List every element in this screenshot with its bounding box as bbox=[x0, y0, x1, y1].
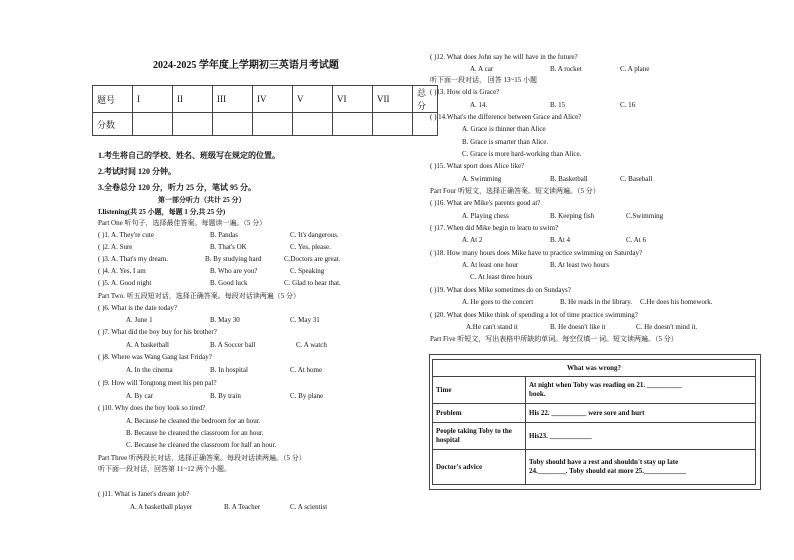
score-cell[interactable] bbox=[173, 113, 213, 136]
score-header-cell: 总分 bbox=[413, 86, 438, 113]
score-header-cell: V bbox=[293, 86, 333, 113]
question-9: ( )9. How will Tongtong meet his pen pal? bbox=[98, 379, 217, 387]
option: B. In hospital bbox=[210, 366, 248, 374]
option: A. He goes to the concert bbox=[462, 298, 534, 306]
option: C.Swimming bbox=[626, 212, 664, 220]
row-content bbox=[526, 377, 756, 404]
question-5: ( )5. A. Good night bbox=[98, 279, 152, 287]
option: C. A watch bbox=[296, 341, 327, 349]
option: C. Grace is more hard-working than Alice. bbox=[462, 150, 582, 158]
option: A. A basketball player bbox=[130, 503, 193, 511]
row-label: Problem bbox=[433, 404, 526, 423]
option: B. By studying hard bbox=[205, 255, 262, 263]
option: C. Speaking bbox=[290, 267, 325, 275]
question-1: ( )1. A. They're cute bbox=[98, 231, 154, 239]
row-label: Doctor's advice bbox=[433, 450, 526, 485]
row-line: book. bbox=[529, 390, 546, 398]
note-3: 3.全卷总分 120 分，听力 25 分，笔试 95 分。 bbox=[98, 183, 256, 192]
score-table-row bbox=[93, 113, 438, 136]
option: C. Yes, please. bbox=[290, 243, 331, 251]
question-10: ( )10. Why does the boy look so tired? bbox=[98, 404, 206, 412]
row-content bbox=[526, 450, 756, 485]
note-2: 2.考试时间 120 分钟。 bbox=[98, 167, 176, 176]
option: C. It's dangerous. bbox=[290, 231, 339, 239]
table-row bbox=[433, 450, 756, 485]
option: B. Who are you? bbox=[210, 267, 258, 275]
score-cell[interactable] bbox=[293, 113, 333, 136]
score-header-cell: I bbox=[133, 86, 173, 113]
option: A. Swimming bbox=[462, 175, 502, 183]
row-label: People taking Toby to the hospital bbox=[433, 423, 526, 450]
score-header-cell: II bbox=[173, 86, 213, 113]
option: C. Because he cleaned the classroom for half an hour. bbox=[126, 441, 277, 449]
option: B. A rocket bbox=[550, 65, 582, 73]
score-table-header bbox=[93, 86, 438, 113]
option: A.He can't stand it bbox=[466, 323, 518, 331]
fill-table bbox=[432, 359, 756, 485]
row-line: Toby should have a rest and shouldn't stay up late bbox=[529, 458, 679, 466]
row-line: At night when Toby was reading on 21. __________ bbox=[529, 381, 682, 389]
option: B. By train bbox=[210, 392, 241, 400]
score-cell[interactable] bbox=[133, 113, 173, 136]
question-16: ( )16. What are Mike's parents good at? bbox=[430, 199, 541, 207]
option: B. Pandas bbox=[210, 231, 238, 239]
part-three-heading: Part Three 听两段长对话，选择正确答案。每段对话读两遍。（5 分） bbox=[98, 454, 306, 462]
question-12: ( )12. What does John say he will have in the future? bbox=[430, 53, 578, 61]
option: C. May 31 bbox=[290, 316, 320, 324]
option: A. 14. bbox=[470, 101, 488, 109]
option: B. He doesn't like it bbox=[550, 323, 606, 331]
option: B. Because he cleaned the classroom for an hour. bbox=[126, 429, 264, 437]
row-content: His 22. __________ were sore and hurt bbox=[526, 404, 756, 423]
option: A. Grace is thinner than Alice bbox=[462, 125, 546, 133]
option: C. A plane bbox=[620, 65, 650, 73]
section-title: 第一部分听力（共计 25 分） bbox=[158, 196, 246, 204]
question-18: ( )18. How many hours does Mike have to practice swimming on Saturday? bbox=[430, 249, 643, 257]
fill-table-title-row bbox=[433, 360, 756, 377]
option: B. A Teacher bbox=[224, 503, 261, 511]
table-row bbox=[433, 423, 756, 450]
score-header-cell: III bbox=[213, 86, 253, 113]
note-1: 1.考生将自己的学校、姓名、班级写在规定的位置。 bbox=[98, 151, 280, 160]
question-14: ( ) 14.What's the difference between Grace and Alice? bbox=[430, 113, 582, 121]
q13-intro: 听下面一段对话， 回答 13~15 小题 bbox=[430, 76, 538, 84]
score-cell[interactable] bbox=[333, 113, 373, 136]
part-two-heading: Part Two. 听五段短对话，选择正确答案。每段对话读两遍（5 分） bbox=[98, 292, 300, 300]
option: C. At least three hours bbox=[470, 273, 533, 281]
score-row-label: 分数 bbox=[93, 113, 133, 136]
page-title: 2024-2025 学年度上学期初三英语月考试题 bbox=[153, 60, 339, 71]
question-7: ( )7. What did the boy buy for his brother? bbox=[98, 328, 217, 336]
row-line: 24.________. Toby should eat more 25.____________ bbox=[529, 467, 686, 475]
row-label: Time bbox=[433, 377, 526, 404]
question-6: ( )6. What is the date today? bbox=[98, 304, 177, 312]
option: A. June 1 bbox=[126, 316, 153, 324]
row-content: His23. ____________ bbox=[526, 423, 756, 450]
option: C. At home bbox=[290, 366, 323, 374]
option: A. At least one hour bbox=[462, 261, 519, 269]
option: A. By car bbox=[126, 392, 154, 400]
option: B. At least two hours bbox=[550, 261, 609, 269]
question-17: ( )17. When did Mike begin to learn to swim? bbox=[430, 224, 559, 232]
option: B. He reads in the library. bbox=[560, 298, 633, 306]
option: B. Basketball bbox=[550, 175, 588, 183]
part-one-heading: Part One 听句子，选择最佳答案。每题读一遍。（5 分） bbox=[98, 219, 267, 227]
option: B. May 30 bbox=[210, 316, 240, 324]
score-header-cell: 题号 bbox=[93, 86, 133, 113]
score-cell[interactable] bbox=[253, 113, 293, 136]
option: B. Keeping fish bbox=[550, 212, 595, 220]
option: B. 15 bbox=[550, 101, 566, 109]
option: A. A car bbox=[470, 65, 494, 73]
option: C. At 6 bbox=[626, 236, 647, 244]
option: A. In the cinema bbox=[126, 366, 173, 374]
part-four-heading: Part Four 听短文，选择正确答案。短文读两遍。（5 分） bbox=[430, 187, 600, 195]
score-table bbox=[92, 85, 438, 136]
table-row bbox=[433, 377, 756, 404]
score-header-cell: VI bbox=[333, 86, 373, 113]
question-8: ( )8. Where was Wang Gang last Friday? bbox=[98, 353, 212, 361]
question-3: ( )3. A. That's my dream. bbox=[98, 255, 168, 263]
option: C.He does his homework. bbox=[640, 298, 713, 306]
score-cell[interactable] bbox=[213, 113, 253, 136]
question-2: ( )2. A. Sure bbox=[98, 243, 133, 251]
score-header-cell: IV bbox=[253, 86, 293, 113]
option: B. At 4 bbox=[550, 236, 571, 244]
option: B. That's OK bbox=[210, 243, 247, 251]
question-20: ( )20. What does Mike think of spending a lot of time practice swimming? bbox=[430, 311, 638, 319]
option: C. Glad to hear that. bbox=[284, 279, 341, 287]
option: B. Good luck bbox=[210, 279, 248, 287]
listening-heading: I.listening(共 25 小题，每题 1 分,共 25 分) bbox=[98, 208, 226, 216]
option: C. A scientist bbox=[290, 503, 328, 511]
option: A. Because he cleaned the bedroom for an hour. bbox=[126, 417, 261, 425]
option: A. Playing chess bbox=[462, 212, 509, 220]
score-header-cell: VII bbox=[373, 86, 413, 113]
option: B. A Soccer ball bbox=[210, 341, 256, 349]
option: A. At 2 bbox=[462, 236, 483, 244]
option: C. By plane bbox=[290, 392, 324, 400]
option: C. He doesn't mind it. bbox=[636, 323, 698, 331]
option: C. Baseball bbox=[620, 175, 653, 183]
fill-table-title: What was wrong? bbox=[433, 360, 756, 377]
question-19: ( )19. What does Mike sometimes do on Sundays? bbox=[430, 286, 571, 294]
option: B. Grace is smarter than Alice. bbox=[462, 138, 549, 146]
option: C.Doctors are great. bbox=[284, 255, 341, 263]
option: A. A basketball bbox=[126, 341, 169, 349]
question-15: ( )15. What sport does Alice like? bbox=[430, 162, 525, 170]
part-three-subheading: 听下面一段对话，回答第 11~12 两个小题。 bbox=[98, 465, 232, 473]
question-11: ( )11. What is Janet's dream job? bbox=[98, 490, 190, 498]
table-row bbox=[433, 404, 756, 423]
question-13: ( )13. How old is Grace? bbox=[430, 88, 500, 96]
part-five-heading: Part Five 听短文，写出表格中所缺的单词。每空仅填一 词。短文读两遍。（5 分） bbox=[430, 335, 678, 343]
score-cell[interactable] bbox=[373, 113, 413, 136]
option: C. 16 bbox=[620, 101, 636, 109]
question-4: ( )4. A. Yes, I am bbox=[98, 267, 146, 275]
